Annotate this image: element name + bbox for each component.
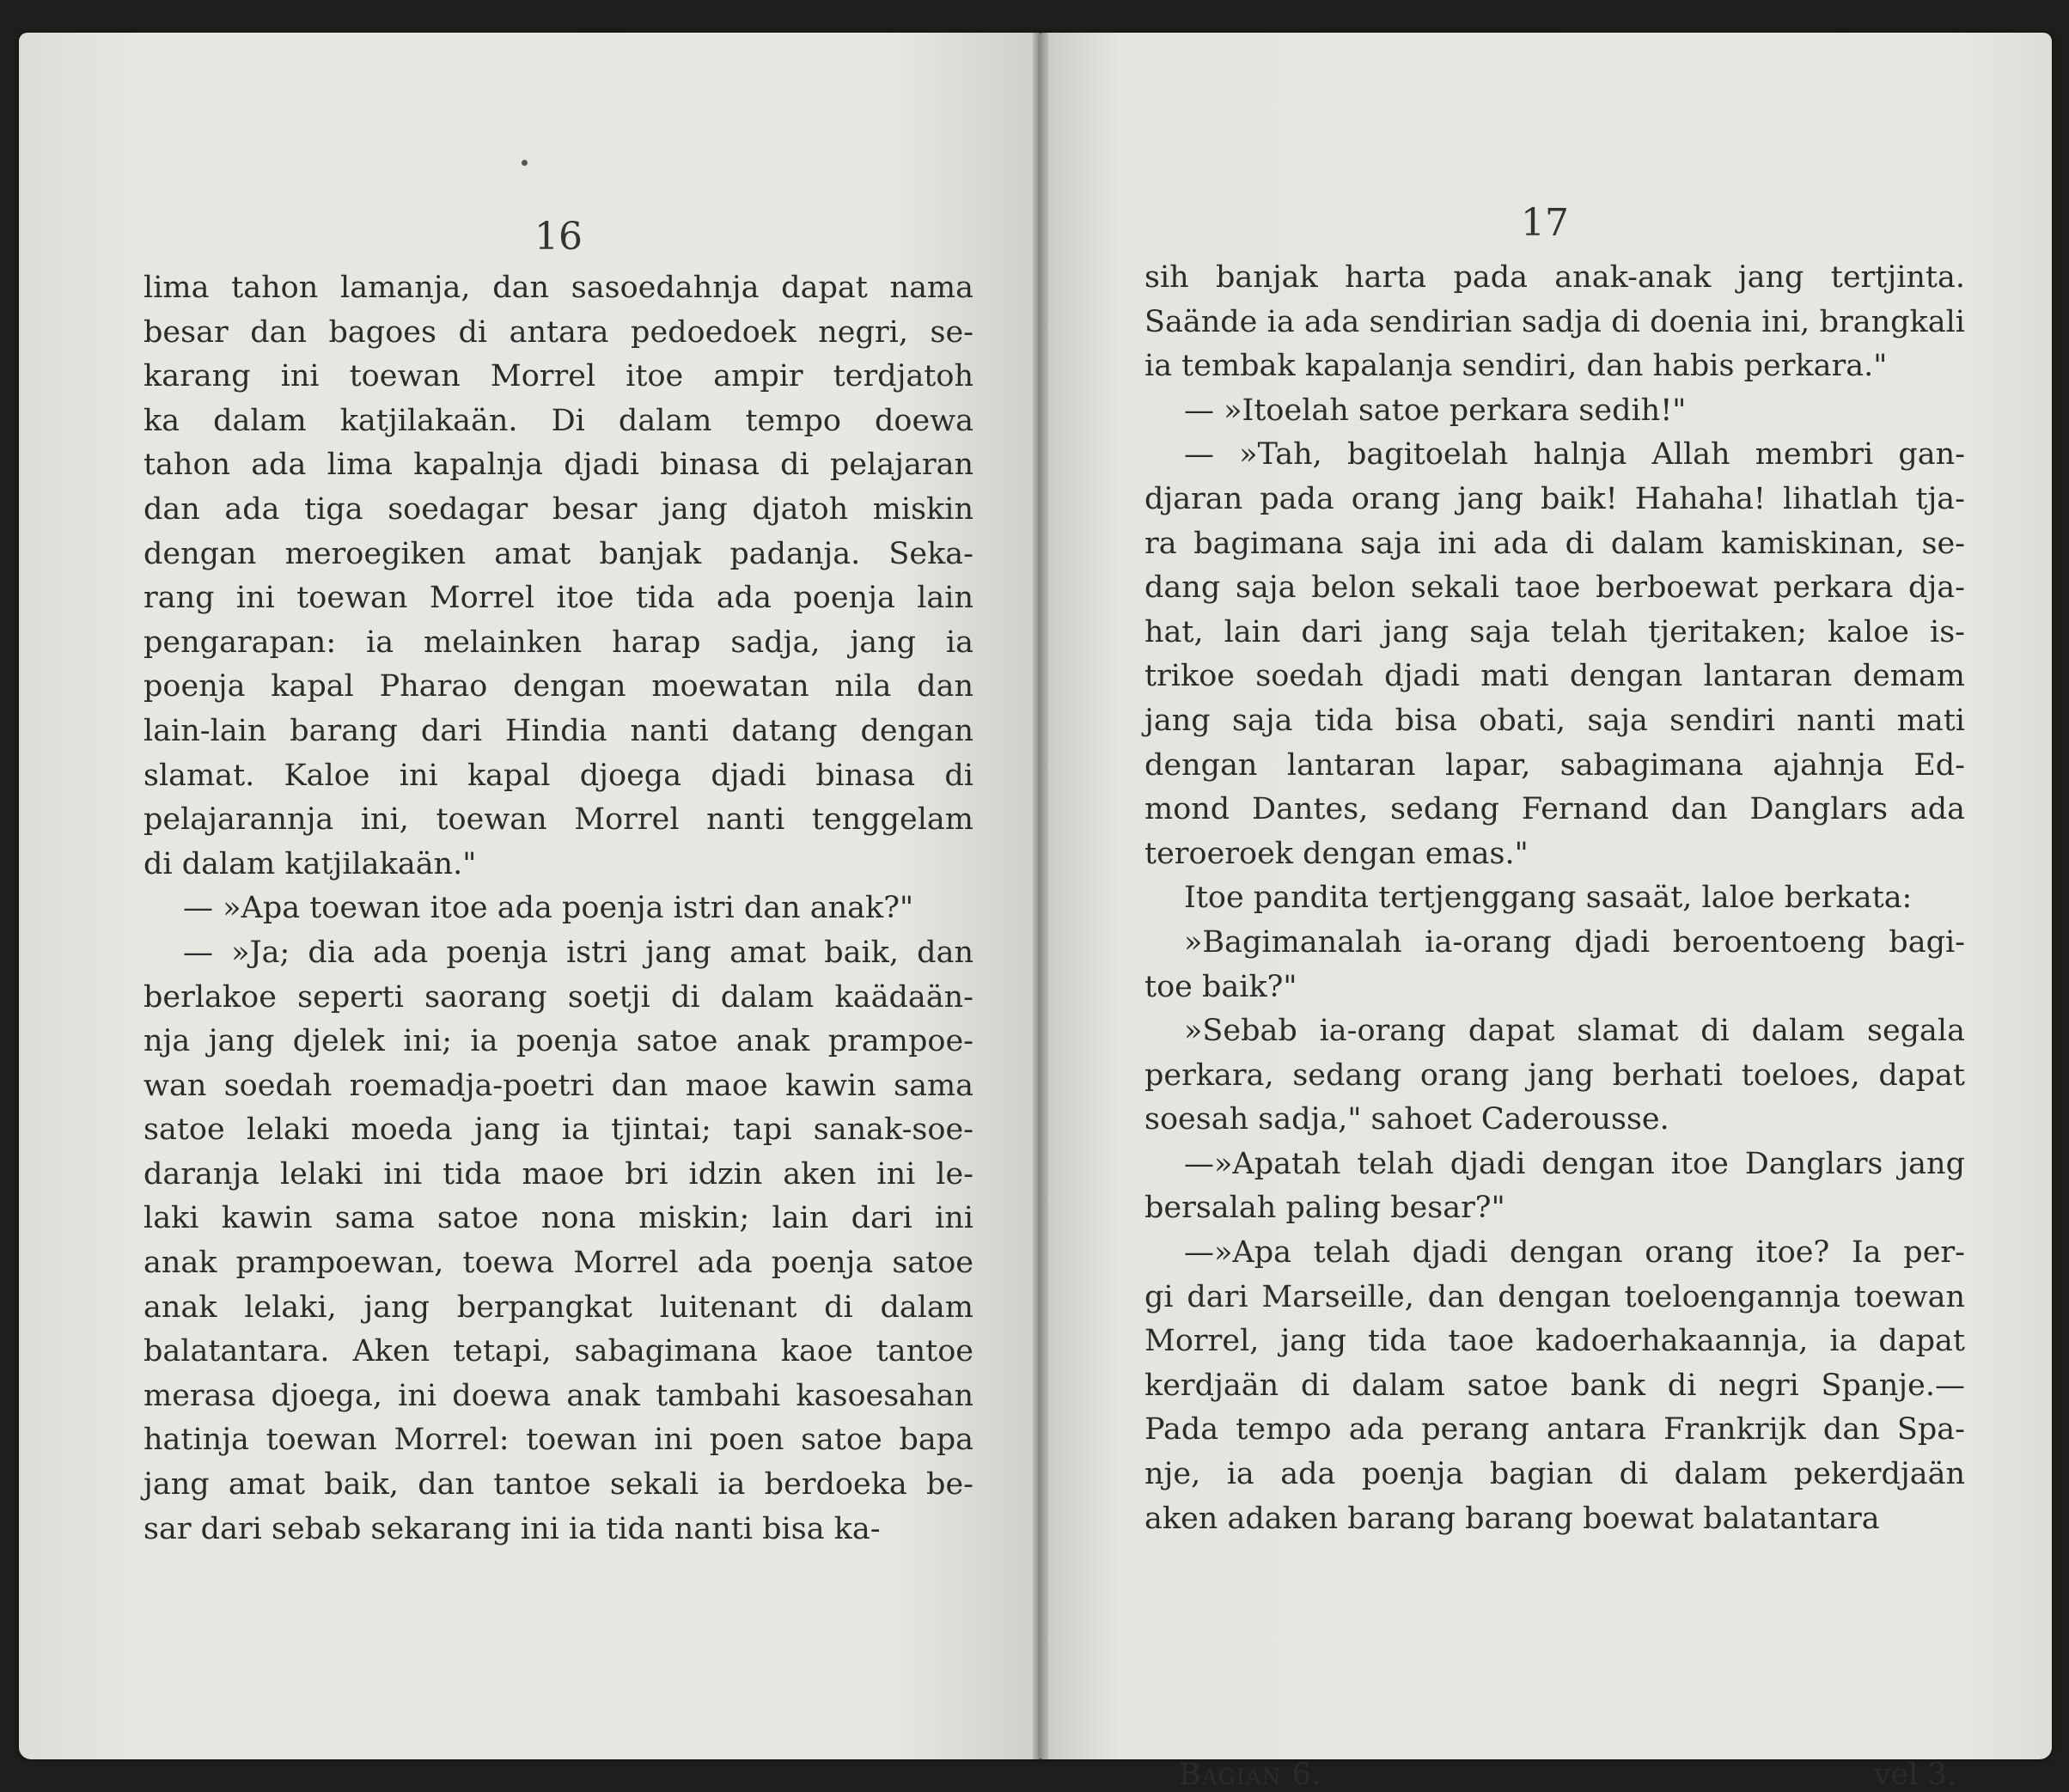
text-line: hatinja toewan Morrel: toewan ini poen satoe bapa: [143, 1423, 973, 1458]
text-line: perkara, sedang orang jang berhati toeloes, dapat: [1144, 1058, 1965, 1093]
book-gutter: [1033, 33, 1048, 1759]
text-line: sar dari sebab sekarang ini ia tida nanti bisa ka-: [143, 1511, 881, 1546]
footer-signature: Bagian 6.: [1179, 1758, 1323, 1792]
text-line: dengan meroegiken amat banjak padanja. Seka-: [143, 536, 973, 571]
text-line: aken adaken barang barang boewat balatantara: [1144, 1501, 1880, 1536]
text-line: rang ini toewan Morrel itoe tida ada poenja lain: [143, 581, 973, 616]
text-line: balatantara. Aken tetapi, sabagimana kaoe tantoe: [143, 1334, 973, 1369]
text-line: —»Apatah telah djadi dengan itoe Danglars jang: [1184, 1146, 1965, 1181]
text-line: ka dalam katjilakaän. Di dalam tempo doewa: [143, 403, 973, 438]
text-line: slamat. Kaloe ini kapal djoega djadi binasa di: [143, 758, 973, 793]
text-line: karang ini toewan Morrel itoe ampir terdjatoh: [143, 359, 973, 394]
ink-speck: [522, 160, 528, 166]
text-line: mond Dantes, sedang Fernand dan Danglars ada: [1144, 792, 1965, 827]
text-line: — »Itoelah satoe perkara sedih!": [1184, 393, 1687, 428]
text-line: djaran pada orang jang baik! Hahaha! lihatlah tja-: [1144, 481, 1965, 516]
right-page-text: [1144, 256, 1965, 1541]
text-line: — »Ja; dia ada poenja istri jang amat baik, dan: [183, 935, 973, 970]
text-line: gi dari Marseille, dan dengan toeloengannja toewan: [1144, 1279, 1965, 1314]
text-line: dengan lantaran lapar, sabagimana ajahnja Ed-: [1144, 747, 1965, 783]
text-line: —»Apa telah djadi dengan orang itoe? Ia per-: [1184, 1235, 1965, 1271]
text-line: poenja kapal Pharao dengan moewatan nila dan: [143, 669, 973, 704]
text-line: satoe lelaki moeda jang ia tjintai; tapi sanak-soe-: [143, 1112, 973, 1148]
text-line: bersalah paling besar?": [1144, 1191, 1505, 1226]
right-page: [1040, 33, 2052, 1792]
page-footer: [1144, 1758, 1965, 1792]
text-line: ra bagimana saja ini ada di dalam kamiskinan, se-: [1144, 526, 1965, 561]
text-line: teroeroek dengan emas.": [1144, 836, 1529, 871]
text-line: — »Apa toewan itoe ada poenja istri dan anak?": [183, 891, 914, 926]
text-line: — »Tah, bagitoelah halnja Allah membri gan-: [1184, 437, 1965, 472]
text-line: soesah sadja," sahoet Caderousse.: [1144, 1102, 1669, 1137]
text-line: anak lelaki, jang berpangkat luitenant di dalam: [143, 1289, 973, 1325]
text-line: Itoe pandita tertjenggang sasaät, laloe berkata:: [1184, 881, 1913, 916]
text-line: besar dan bagoes di antara pedoedoek negri, se-: [143, 314, 973, 350]
text-line: laki kawin sama satoe nona miskin; lain dari ini: [143, 1201, 973, 1236]
text-line: merasa djoega, ini doewa anak tambahi kasoesahan: [143, 1378, 973, 1413]
text-line: di dalam katjilakaän.": [143, 846, 477, 881]
page-number-right: 17: [1521, 201, 1569, 245]
text-line: anak prampoewan, toewa Morrel ada poenja satoe: [143, 1246, 973, 1281]
text-line: kerdjaän di dalam satoe bank di negri Spanje.—: [1144, 1368, 1965, 1403]
text-line: jang saja tida bisa obati, saja sendiri nanti mati: [1144, 703, 1965, 738]
page-number-left: 16: [534, 215, 583, 259]
text-line: dan ada tiga soedagar besar jang djatoh miskin: [143, 491, 973, 527]
text-line: lima tahon lamanja, dan sasoedahnja dapat nama: [143, 271, 973, 305]
left-page-text: [143, 266, 973, 1551]
text-line: trikoe soedah djadi mati dengan lantaran demam: [1144, 659, 1965, 694]
text-line: Saände ia ada sendirian sadja di doenia ini, brangkali: [1144, 304, 1965, 339]
text-line: daranja lelaki ini tida maoe bri idzin aken ini le-: [143, 1156, 973, 1192]
text-line: jang amat baik, dan tantoe sekali ia berdoeka be-: [143, 1467, 973, 1502]
text-line: berlakoe seperti saorang soetji di dalam kaädaän-: [143, 979, 973, 1015]
text-line: »Sebab ia-orang dapat slamat di dalam segala: [1184, 1014, 1965, 1049]
footer-volume: vel 3.: [1873, 1758, 1956, 1792]
text-line: nja jang djelek ini; ia poenja satoe anak prampoe-: [143, 1024, 973, 1059]
left-page: [19, 33, 1041, 1759]
text-line: pelajarannja ini, toewan Morrel nanti tenggelam: [143, 802, 973, 838]
text-line: toe baik?": [1144, 969, 1297, 1004]
text-line: sih banjak harta pada anak-anak jang tertjinta.: [1144, 260, 1965, 295]
text-line: wan soedah roemadja-poetri dan maoe kawin sama: [143, 1068, 973, 1103]
text-line: »Bagimanalah ia-orang djadi beroentoeng bagi-: [1184, 924, 1965, 960]
text-line: lain-lain barang dari Hindia nanti datang dengan: [143, 713, 973, 748]
text-line: nje, ia ada poenja bagian di dalam pekerdjaän: [1144, 1457, 1965, 1492]
text-line: Pada tempo ada perang antara Frankrijk dan Spa-: [1144, 1412, 1965, 1448]
text-line: hat, lain dari jang saja telah tjeritaken; kaloe is-: [1144, 614, 1965, 649]
text-line: dang saja belon sekali taoe berboewat perkara dja-: [1144, 570, 1965, 606]
text-line: tahon ada lima kapalnja djadi binasa di pelajaran: [143, 448, 973, 483]
book-spread: [19, 33, 2052, 1792]
text-line: Morrel, jang tida taoe kadoerhakaannja, ia dapat: [1144, 1324, 1965, 1359]
text-line: pengarapan: ia melainken harap sadja, jang ia: [143, 625, 973, 660]
text-line: ia tembak kapalanja sendiri, dan habis perkara.": [1144, 349, 1888, 384]
